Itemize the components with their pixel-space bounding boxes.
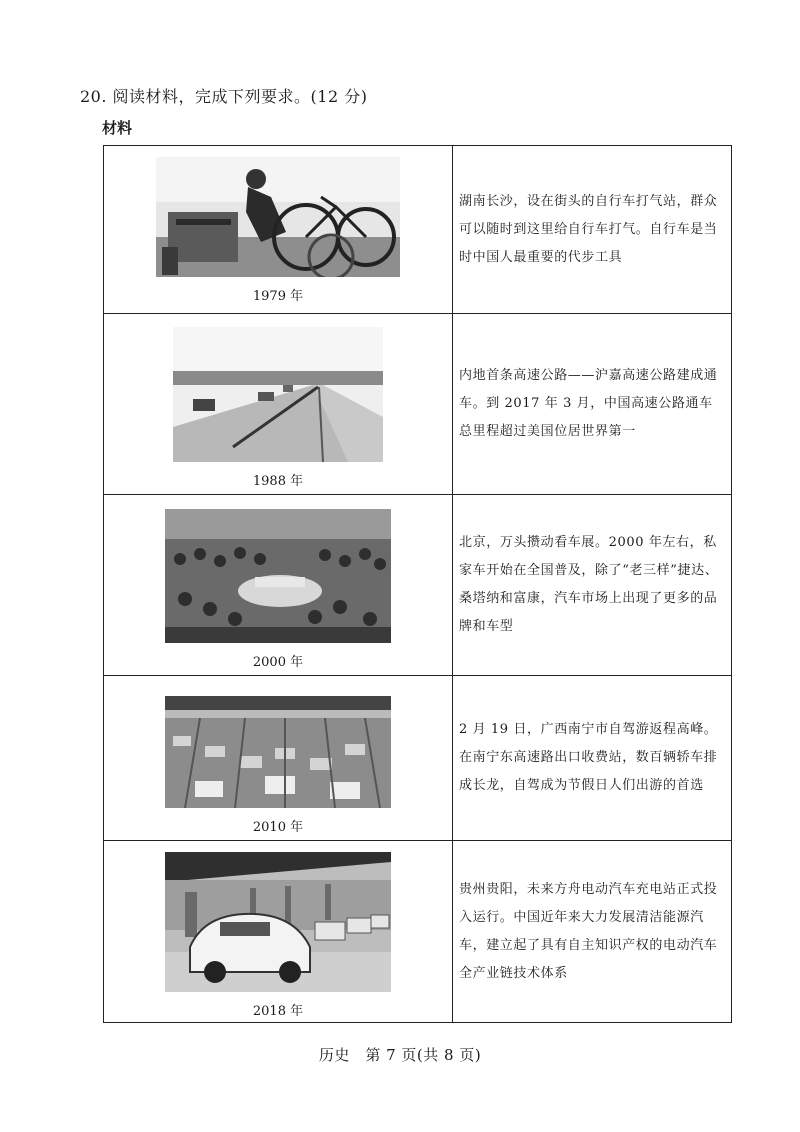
- year-label: 2000 年: [252, 655, 304, 670]
- car-show-crowd-photo: [165, 509, 391, 643]
- highway-photo: [173, 327, 383, 462]
- description-cell: 贵州贵阳，未来方舟电动汽车充电站正式投入运行。中国近年来大力发展清洁能源汽车，建立起了具有自主知识产权的电动汽车全产业链技术体系: [453, 841, 732, 1023]
- table-row: [104, 146, 732, 314]
- page-footer: 历史 第 7 页(共 8 页): [318, 1046, 482, 1064]
- description-cell: 湖南长沙，设在街头的自行车打气站，群众可以随时到这里给自行车打气。自行车是当时中国人最重要的代步工具: [453, 146, 732, 314]
- year-label: 1988 年: [252, 474, 304, 489]
- photo-cell: [104, 146, 453, 314]
- material-label: 材料: [102, 119, 133, 137]
- description-cell: 2 月 19 日，广西南宁市自驾游返程高峰。在南宁东高速路出口收费站，数百辆轿车排成长龙，自驾成为节假日人们出游的首选: [453, 676, 732, 841]
- ev-charging-station-photo: [165, 852, 391, 992]
- table-row: [104, 495, 732, 676]
- table-row: [104, 676, 732, 841]
- year-label: 2010 年: [252, 819, 304, 835]
- year-label: 1979 年: [252, 289, 304, 304]
- bicycle-photo: [156, 157, 400, 277]
- materials-table: [103, 145, 732, 1023]
- question-title: 20. 阅读材料，完成下列要求。(12 分): [80, 87, 368, 106]
- toll-station-photo: [165, 696, 391, 808]
- table-row: [104, 841, 732, 1023]
- photo-cell: [104, 495, 453, 676]
- description-cell: 北京，万头攒动看车展。2000 年左右，私家车开始在全国普及，除了“老三样”捷达、桑塔纳和富康，汽车市场上出现了更多的品牌和车型: [453, 495, 732, 676]
- year-label: 2018 年: [252, 1003, 304, 1019]
- description-cell: 内地首条高速公路——沪嘉高速公路建成通车。到 2017 年 3 月，中国高速公路通车总里程超过美国位居世界第一: [453, 314, 732, 495]
- photo-cell: [104, 676, 453, 841]
- photo-cell: [104, 841, 453, 1023]
- table-row: [104, 314, 732, 495]
- photo-cell: [104, 314, 453, 495]
